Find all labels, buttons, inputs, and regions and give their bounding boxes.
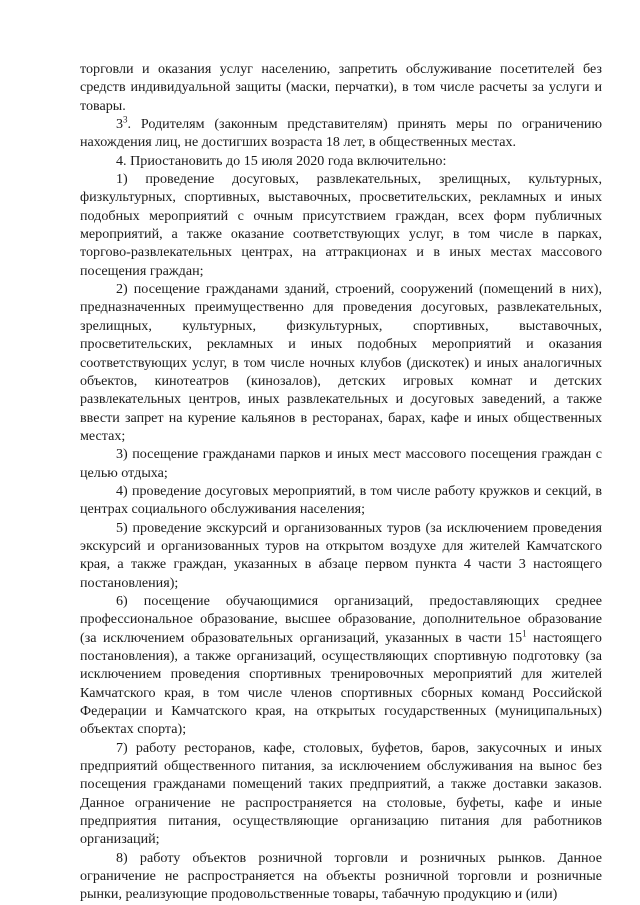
document-body <box>80 60 602 904</box>
subitem-6-text-a: 6) посещение обучающимися организаций, предоставляющих среднее профессиональное образование, высшее образование, дополнительное образование (за исключением образовательных организаций, указанных в части 15 <box>80 592 602 646</box>
subitem-8: 8) работу объектов розничной торговли и розничных рынков. Данное ограничение не распространяется на объекты розничной торговли и розничные рынки, реализующие продовольственные товары, табачную продукцию и (или) <box>80 849 602 903</box>
subitem-5: 5) проведение экскурсий и организованных туров (за исключением проведения экскурсий и организованных туров на открытом воздухе для жителей Камчатского края, а также граждан, указанных в абзаце первом пункта 4 части 3 настоящего постановления); <box>80 519 602 591</box>
paragraph-item-4: 4. Приостановить до 15 июля 2020 года включительно: <box>116 152 447 169</box>
paragraph-item-3-3 <box>80 115 602 152</box>
subitem-4: 4) проведение досуговых мероприятий, в том числе работу кружков и секций, в центрах социального обслуживания населения; <box>80 482 602 518</box>
subitem-3: 3) посещение гражданами парков и иных мест массового посещения граждан с целью отдыха; <box>80 446 602 481</box>
item-number: 3 <box>116 116 124 133</box>
subitem-7: 7) работу ресторанов, кафе, столовых, буфетов, баров, закусочных и иных предприятий общественного питания, за исключением обслуживания на вынос без посещения гражданами помещений таких предприятий, а также доставки заказов. Данное ограничение не распространяется на столовые, буфеты, кафе и иные предприятия питания, осуществляющие организацию питания для работников организаций; <box>80 739 602 848</box>
subitem-6-text-b: настоящего постановления), а также организаций, осуществляющих спортивную подготовку (за исключением проведения спортивных тренировочных мероприятий для жителей Камчатского края, в том числе членов спортивных сборных команд Российской Федерации и Камчатского края, на открытых государственных (муниципальных) объектах спорта); <box>80 629 602 738</box>
paragraph-continuation: торговли и оказания услуг населению, запретить обслуживание посетителей без средств индивидуальной защиты (маски, перчатки), в том числе расчеты за услуги и товары. <box>80 61 602 114</box>
subitem-1: 1) проведение досуговых, развлекательных, зрелищных, культурных, физкультурных, спортивных, выставочных, просветительских, рекламных и иных подобных мероприятий с очным присутствием граждан, всех форм публичных мероприятий, а также оказание соответствующих услуг, в том числе в парках, торгово-развлекательных центрах, на аттракционах и в иных местах массового посещения граждан; <box>80 171 602 279</box>
subitem-2: 2) посещение гражданами зданий, строений, сооружений (помещений в них), предназначенных преимущественно для проведения досуговых, развлекательных, зрелищных, культурных, физкультурных, спортивных, выставочных, просветительских, рекламных и иных подобных мероприятий и оказания соответствующих услуг, в том числе ночных клубов (дискотек) и иных аналогичных объектов, кинотеатров (кинозалов), детских игровых комнат и детских развлекательных центров, иных развлекательных и досуговых заведений, а также ввести запрет на курение кальянов в ресторанах, барах, кафе и иных общественных местах; <box>80 281 602 444</box>
item-text: . Родителям (законным представителям) принять меры по ограничению нахождения лиц, не достигших возраста 18 лет, в общественных местах. <box>80 116 602 151</box>
subitem-6-superscript: 1 <box>522 627 527 638</box>
subitem-6 <box>80 592 602 739</box>
item-superscript: 3 <box>123 114 128 125</box>
